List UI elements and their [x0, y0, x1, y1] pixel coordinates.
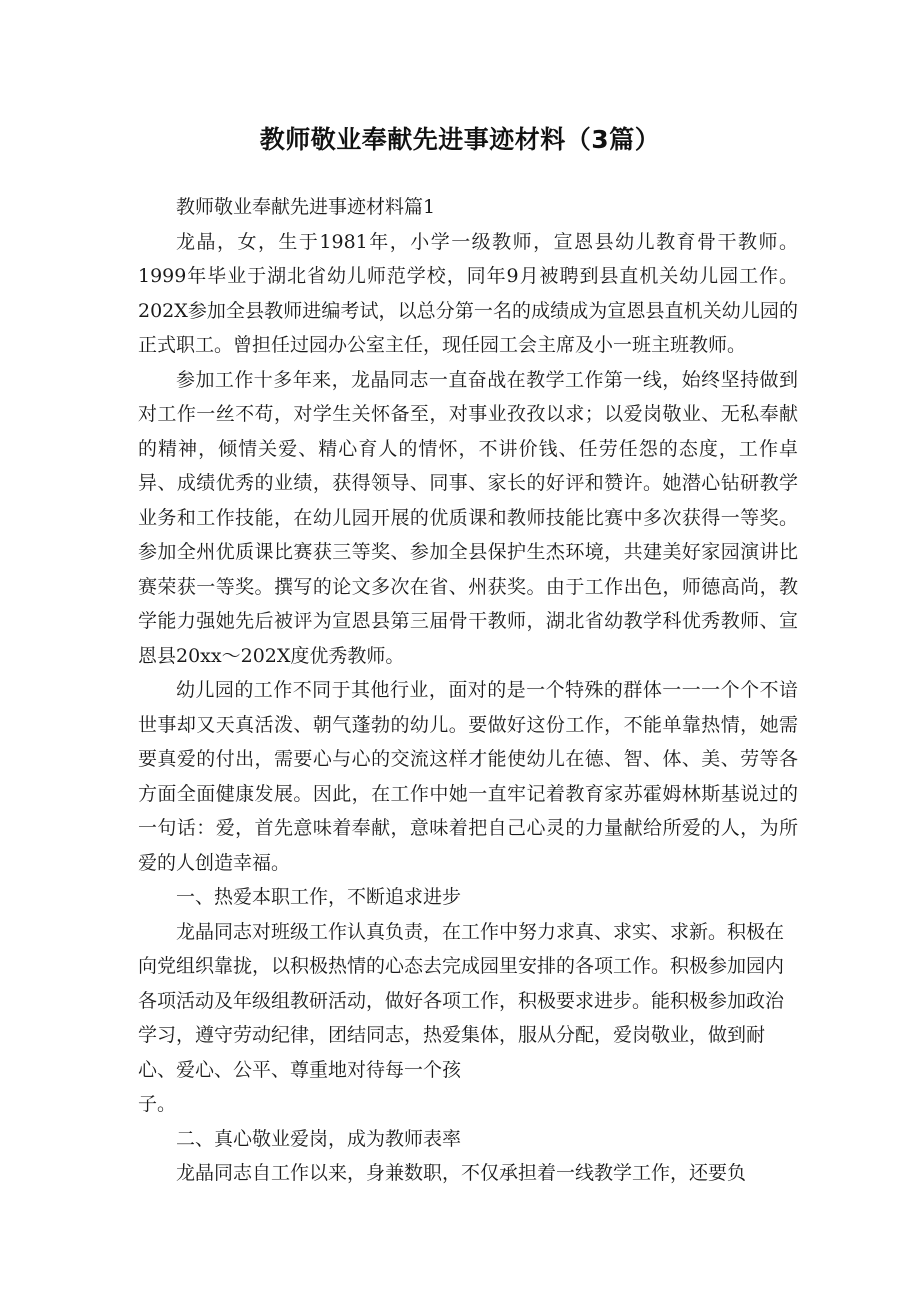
- section-heading: 教师敬业奉献先进事迹材料篇1: [176, 196, 436, 218]
- document-body: [138, 190, 798, 1191]
- document-title: 教师敬业奉献先进事迹材料（3篇）: [259, 125, 661, 154]
- subheading: 二、真心敬业爱岗，成为教师表率: [176, 1127, 462, 1150]
- paragraph-continuation: 子。: [138, 1093, 177, 1115]
- paragraph: 参加工作十多年来，龙晶同志一直奋战在教学工作第一线，始终坚持做到对工作一丝不苟，对学生关怀备至，对事业孜孜以求；以爱岗敬业、无私奉献的精神，倾情关爱、精心育人的情怀，不讲价钱、任劳任怨的态度，工作卓异、成绩优秀的业绩，获得领导、同事、家长的好评和赞许。她潜心钻研教学业务和工作技能，在幼儿园开展的优质课和教师技能比赛中多次获得一等奖。参加全州优质课比赛获三等奖、参加全县保护生杰环境，共建美好家园演讲比赛荣获一等奖。撰写的论文多次在省、州获奖。由于工作出色，师德高尚，教学能力强她先后被评为宣恩县第三届骨干教师，湖北省幼教学科优秀教师、宣恩县20xx～202X度优秀教师。: [138, 368, 798, 667]
- paragraph: 龙晶同志自工作以来，身兼数职，不仅承担着一线教学工作，还要负: [176, 1162, 747, 1184]
- paragraph: 幼儿园的工作不同于其他行业，面对的是一个特殊的群体一一一个个不谙世事却又天真活泼、朝气蓬勃的幼儿。要做好这份工作，不能单靠热情，她需要真爱的付出，需要心与心的交流这样才能使幼儿在德、智、体、美、劳等各方面全面健康发展。因此，在工作中她一直牢记着教育家苏霍姆林斯基说过的一句话：爱，首先意味着奉献，意味着把自己心灵的力量献给所爱的人，为所爱的人创造幸福。: [138, 679, 798, 874]
- subheading: 一、热爱本职工作，不断追求进步: [176, 886, 462, 908]
- paragraph: 龙晶，女，生于1981年，小学一级教师，宣恩县幼儿教育骨干教师。1999年毕业于湖北省幼儿师范学校，同年9月被聘到县直机关幼儿园工作。202X参加全县教师进编考试，以总分第一名的成绩成为宣恩县直机关幼儿园的正式职工。曾担任过园办公室主任，现任园工会主席及小一班主班教师。: [138, 230, 798, 356]
- paragraph: 龙晶同志对班级工作认真负责，在工作中努力求真、求实、求新。积极在向党组织靠拢，以积极热情的心态去完成园里安排的各项工作。积极参加园内各项活动及年级组教研活动，做好各项工作，积极要求进步。能积极参加政治学习，遵守劳动纪律，团结同志，热爱集体，服从分配，爱岗敬业，做到耐心、爱心、公平、尊重地对待每一个孩: [138, 920, 785, 1081]
